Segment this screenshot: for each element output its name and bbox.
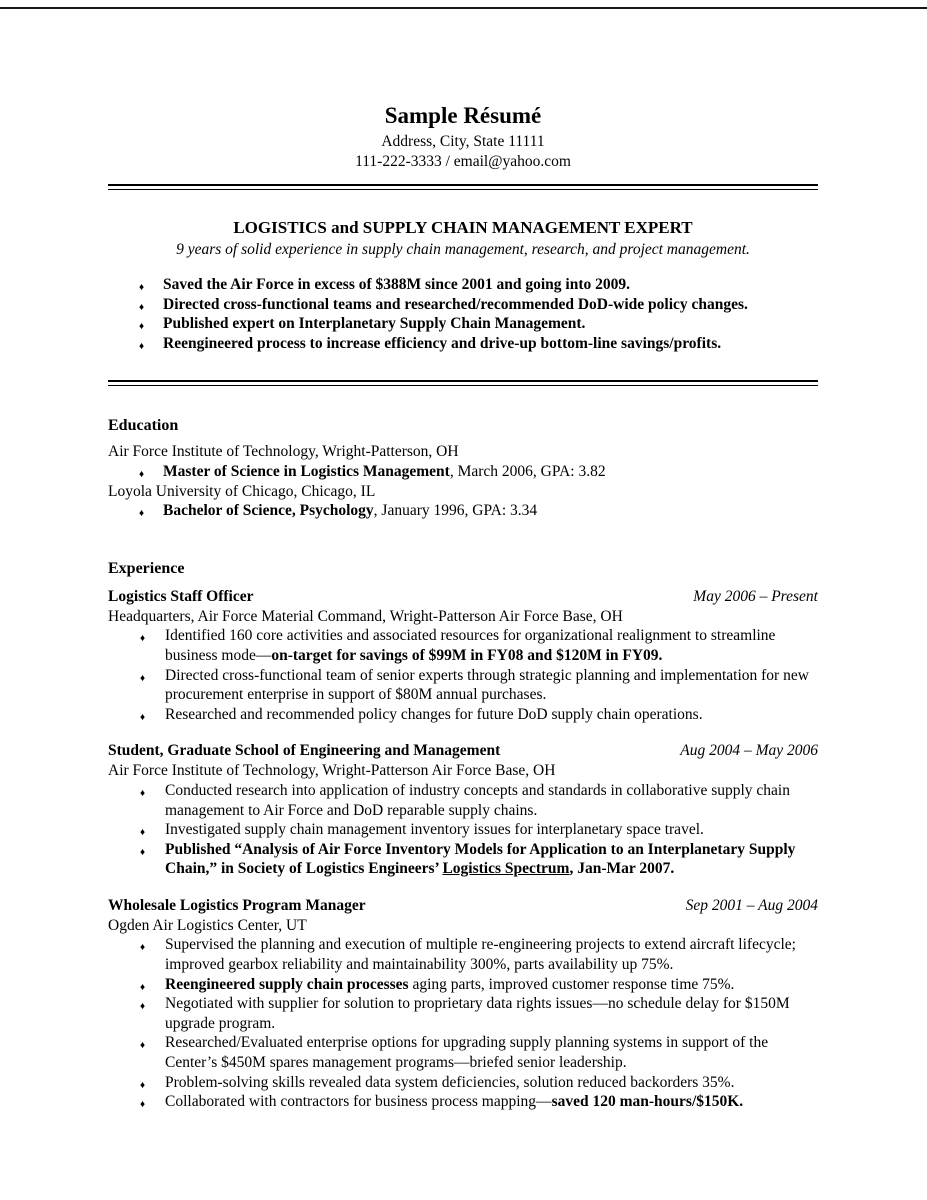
- education-school: Loyola University of Chicago, Chicago, IL: [108, 482, 376, 500]
- job-entry: [108, 741, 818, 879]
- job-bullet-text: [165, 706, 703, 723]
- diamond-bullet-icon: ♦: [140, 672, 146, 684]
- job-bullet: [108, 975, 818, 995]
- job-bullet: [108, 666, 818, 705]
- contact-line: 111-222-3333 / email@yahoo.com: [355, 153, 571, 170]
- job-entry: [108, 896, 818, 1112]
- text-run: Directed cross-functional team of senior experts through strategic planning and implementation for new procurement enterprise in support of $80M annual purchases.: [165, 666, 809, 704]
- job-bullet-text: [165, 627, 775, 664]
- job-bullet: [108, 840, 818, 879]
- job-bullet: [108, 705, 818, 725]
- job-dates: May 2006 – Present: [693, 587, 818, 605]
- divider-rule-top: [108, 184, 818, 190]
- job-bullet-list: [108, 781, 818, 879]
- job-organization: Air Force Institute of Technology, Wright-Patterson Air Force Base, OH: [108, 762, 556, 780]
- highlight-item: [108, 295, 818, 315]
- education-degree-text: [163, 502, 537, 519]
- diamond-bullet-icon: ♦: [140, 942, 146, 954]
- resume-name: Sample Résumé: [384, 103, 542, 128]
- job-title: Wholesale Logistics Program Manager: [108, 896, 366, 914]
- job-bullet-text: [165, 1034, 768, 1071]
- highlight-item-text: [163, 335, 721, 352]
- job-bullet-text: [165, 1074, 734, 1091]
- education-degree-text: [163, 463, 606, 480]
- job-bullet-text: [165, 841, 795, 878]
- text-run: Identified 160 core activities and associated resources for organizational realignment to streamline business mode—: [165, 627, 776, 664]
- text-run: Reengineered process to increase efficiency and drive-up bottom-line savings/profits.: [163, 334, 722, 352]
- job-bullet-text: [165, 995, 790, 1032]
- highlights-list: [108, 275, 818, 353]
- diamond-bullet-icon: ♦: [140, 1099, 146, 1111]
- text-run: Bachelor of Science, Psychology: [163, 502, 374, 520]
- text-run: Logistics Spectrum: [442, 860, 570, 878]
- diamond-bullet-icon: ♦: [139, 282, 145, 293]
- text-run: , March 2006, GPA: 3.82: [449, 462, 606, 480]
- job-organization: Headquarters, Air Force Material Command, Wright-Patterson Air Force Base, OH: [108, 607, 623, 625]
- diamond-bullet-icon: ♦: [140, 633, 146, 645]
- job-bullet: [108, 935, 818, 974]
- job-bullet-list: [108, 935, 818, 1111]
- diamond-bullet-icon: ♦: [140, 787, 146, 799]
- summary-subtitle: 9 years of solid experience in supply chain management, research, and project management.: [176, 241, 750, 258]
- job-bullet: [108, 1092, 818, 1112]
- diamond-bullet-icon: ♦: [140, 1040, 146, 1052]
- education-degree: [108, 462, 818, 482]
- job-bullet-text: [165, 782, 790, 819]
- job-bullet: [108, 1073, 818, 1093]
- text-run: on-target for savings of $99M in FY08 and $120M in FY09.: [271, 646, 663, 664]
- job-bullet: [108, 1033, 818, 1072]
- job-title: Student, Graduate School of Engineering and Management: [108, 742, 501, 760]
- highlight-item-text: [163, 296, 748, 313]
- job-bullet: [108, 626, 818, 665]
- diamond-bullet-icon: ♦: [140, 1001, 146, 1013]
- highlight-item: [108, 314, 818, 334]
- job-header: [108, 896, 818, 916]
- job-bullet-text: [165, 667, 809, 704]
- diamond-bullet-icon: ♦: [140, 711, 146, 723]
- highlight-item: [108, 334, 818, 354]
- text-run: Saved the Air Force in excess of $388M since 2001 and going into 2009.: [163, 276, 630, 293]
- highlight-item: [108, 275, 818, 295]
- diamond-bullet-icon: ♦: [140, 827, 146, 839]
- education-heading: Education: [108, 417, 179, 435]
- text-run: Problem-solving skills revealed data system deficiencies, solution reduced backorders 35%.: [165, 1073, 735, 1091]
- text-run: Researched and recommended policy changes for future DoD supply chain operations.: [165, 705, 703, 723]
- job-bullet: [108, 820, 818, 840]
- text-run: , January 1996, GPA: 3.34: [373, 502, 538, 520]
- highlight-item-text: [163, 315, 585, 332]
- diamond-bullet-icon: ♦: [139, 508, 145, 520]
- job-bullet: [108, 994, 818, 1033]
- experience-list: [108, 587, 818, 1112]
- text-run: Conducted research into application of industry concepts and standards in collaborative supply chain management to Air Force and DoD reparable supply chains.: [165, 781, 790, 819]
- diamond-bullet-icon: ♦: [139, 301, 145, 313]
- diamond-bullet-icon: ♦: [140, 1079, 146, 1091]
- diamond-bullet-icon: ♦: [139, 468, 145, 480]
- text-run: Directed cross-functional teams and researched/recommended DoD-wide policy changes.: [163, 295, 748, 313]
- education-degree: [108, 501, 818, 521]
- text-run: Negotiated with supplier for solution to proprietary data rights issues—no schedule delay for $150M upgrade program.: [165, 995, 790, 1032]
- job-dates: Sep 2001 – Aug 2004: [685, 896, 818, 914]
- address-line: Address, City, State 11111: [381, 133, 545, 150]
- text-run: Collaborated with contractors for business process mapping—: [165, 1093, 552, 1111]
- education-list: [108, 442, 818, 520]
- job-title: Logistics Staff Officer: [108, 587, 254, 605]
- job-organization: Ogden Air Logistics Center, UT: [108, 916, 307, 934]
- text-run: saved 120 man-hours/$150K.: [551, 1093, 744, 1111]
- education-school: Air Force Institute of Technology, Wright-Patterson, OH: [108, 443, 459, 461]
- divider-rule-bottom: [108, 380, 818, 386]
- job-bullet-text: [165, 1093, 743, 1110]
- job-bullet-text: [165, 936, 796, 973]
- text-run: Master of Science in Logistics Management: [163, 462, 450, 480]
- text-run: Published expert on Interplanetary Supply Chain Management.: [163, 315, 586, 333]
- text-run: Reengineered supply chain processes: [165, 975, 409, 993]
- text-run: Published “Analysis of Air Force Inventory Models for Application to an Interplanetary Supply Chain,” in Society of Logistics Engineers’: [165, 840, 796, 878]
- highlight-item-text: [163, 276, 630, 293]
- job-entry: [108, 587, 818, 725]
- text-run: Supervised the planning and execution of multiple re-engineering projects to extend aircraft lifecycle; improved gearbox reliability and maintainability 300%, parts availability up 75%.: [165, 936, 796, 974]
- job-header: [108, 587, 818, 607]
- diamond-bullet-icon: ♦: [139, 321, 145, 333]
- job-bullet: [108, 781, 818, 820]
- text-run: , Jan-Mar 2007.: [569, 860, 675, 878]
- diamond-bullet-icon: ♦: [140, 981, 146, 993]
- job-header: [108, 741, 818, 761]
- summary-title: LOGISTICS and SUPPLY CHAIN MANAGEMENT EXPERT: [233, 218, 693, 237]
- resume-content: [108, 0, 818, 1112]
- diamond-bullet-icon: ♦: [140, 846, 146, 858]
- text-run: aging parts, improved customer response time 75%.: [408, 975, 735, 993]
- diamond-bullet-icon: ♦: [139, 340, 145, 352]
- experience-heading: Experience: [108, 559, 185, 577]
- job-bullet-text: [165, 821, 704, 838]
- text-run: Investigated supply chain management inventory issues for interplanetary space travel.: [165, 821, 704, 839]
- text-run: Researched/Evaluated enterprise options for upgrading supply planning systems in support of the Center’s $450M spares management programs—briefed senior leadership.: [165, 1034, 769, 1072]
- job-dates: Aug 2004 – May 2006: [680, 742, 818, 760]
- job-bullet-text: [165, 976, 734, 993]
- job-bullet-list: [108, 626, 818, 724]
